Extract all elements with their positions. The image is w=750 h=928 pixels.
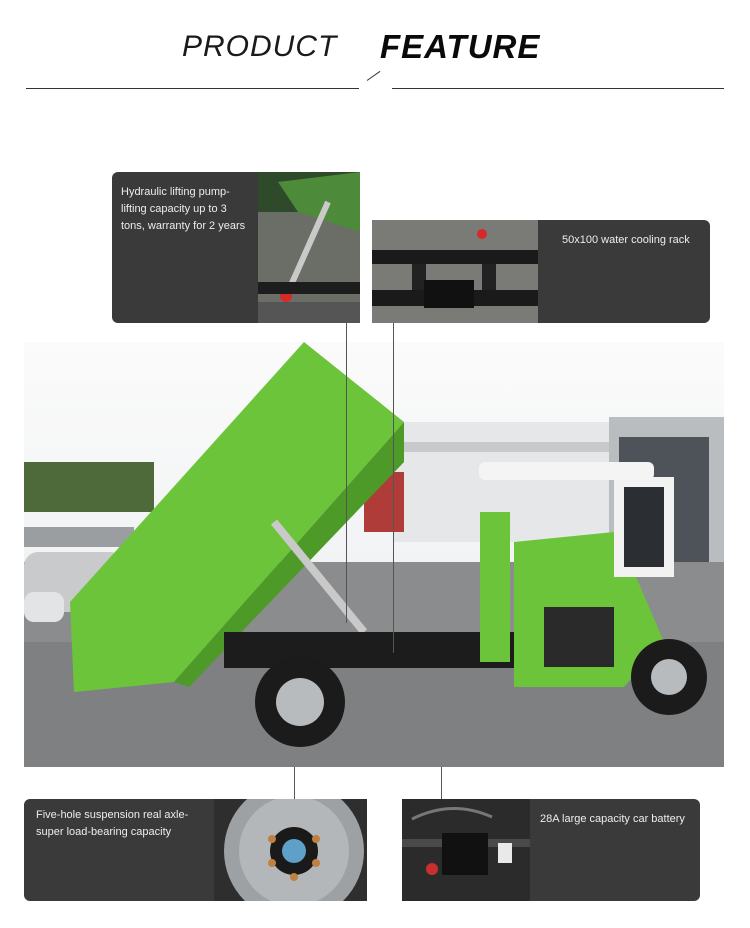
- page-title: [0, 30, 750, 70]
- feature-card-battery: [402, 799, 700, 901]
- connector-line-hydraulic: [346, 323, 347, 623]
- feature-text-cooling: 50x100 water cooling rack: [562, 234, 690, 246]
- wheel-hub-photo: [214, 799, 367, 901]
- feature-text-battery: 28A large capacity car battery: [540, 813, 685, 825]
- connector-line-cooling: [393, 323, 394, 653]
- title-rule-slash: [367, 71, 381, 81]
- feature-text-hydraulic: Hydraulic lifting pump-lifting capacity up to 3 tons, warranty for 2 years: [121, 186, 246, 232]
- battery-photo: [402, 799, 530, 901]
- feature-text-suspension: Five-hole suspension real axle-super load-bearing capacity: [36, 809, 189, 838]
- title-rule-right: [392, 88, 724, 89]
- title-word-feature: FEATURE: [380, 28, 541, 65]
- connector-line-suspension: [294, 767, 295, 799]
- hydraulic-pump-photo: [258, 172, 360, 323]
- tricycle-main-photo: [24, 342, 724, 767]
- feature-card-cooling: [372, 220, 710, 323]
- title-rule-left: [26, 88, 359, 89]
- feature-card-suspension: [24, 799, 367, 901]
- title-word-product: PRODUCT: [182, 30, 338, 63]
- feature-card-hydraulic: [112, 172, 360, 323]
- cooling-rack-photo: [372, 220, 538, 323]
- connector-line-battery: [441, 767, 442, 799]
